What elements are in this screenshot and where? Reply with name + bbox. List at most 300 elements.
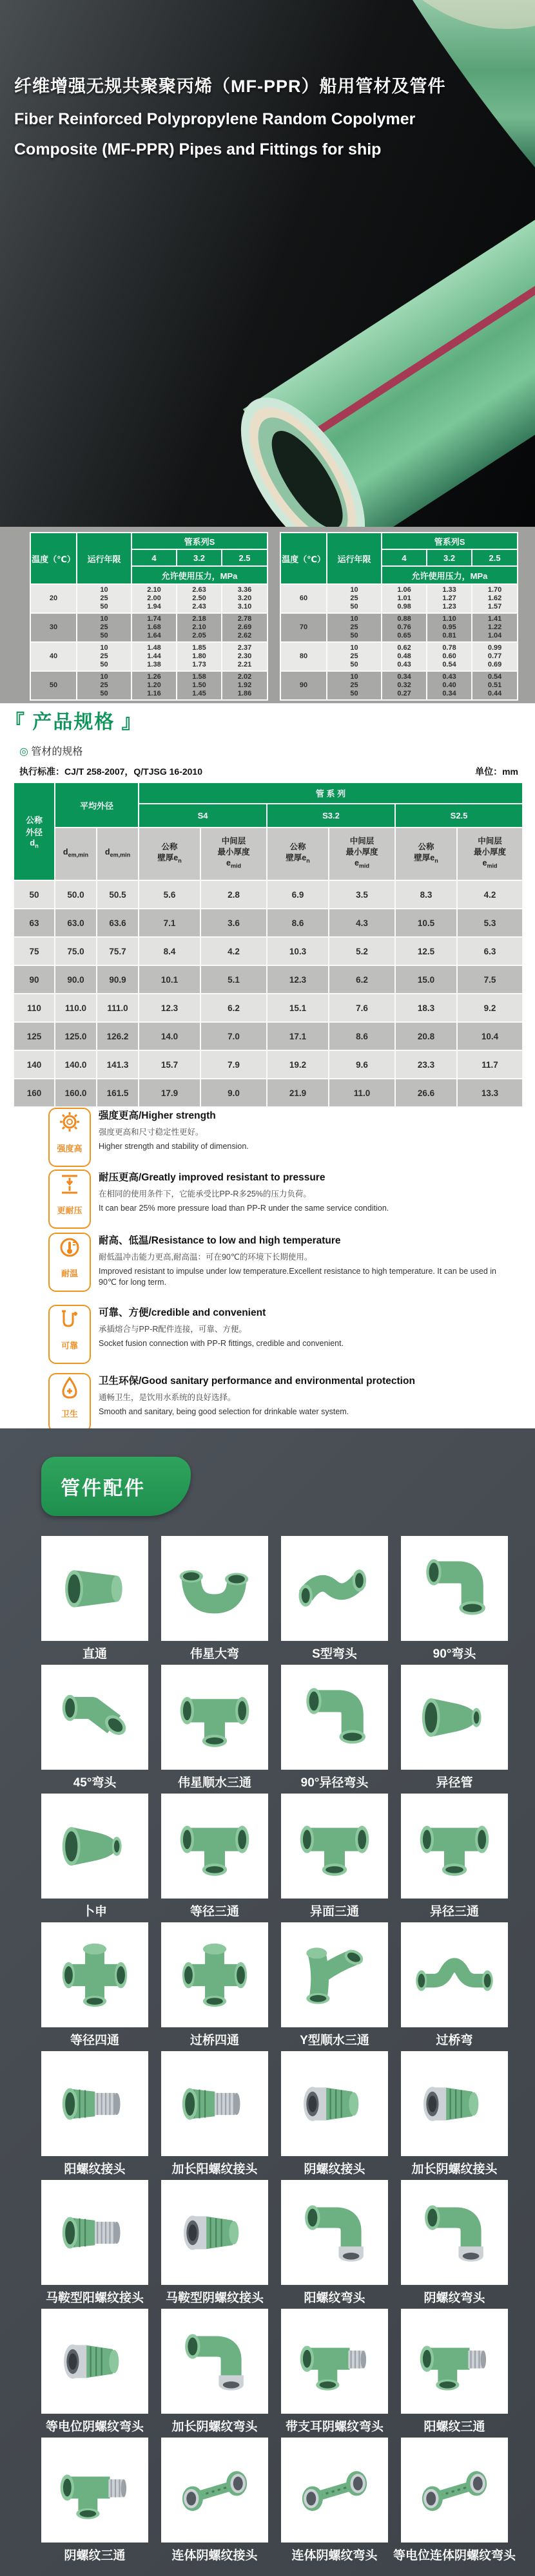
spec-cell: 10.1 <box>139 965 200 994</box>
fitting-label: 阴螺纹接头 <box>304 2163 365 2176</box>
cell-s25: 3.36 3.20 3.10 <box>222 584 268 613</box>
fitting-card <box>41 2309 148 2438</box>
fitting-photo <box>281 2180 388 2285</box>
tee-fitting-icon <box>413 1805 496 1888</box>
feature-item-temperature <box>48 1233 500 1288</box>
double-fitting-icon <box>293 2449 376 2532</box>
cell-years: 10 25 50 <box>327 613 382 642</box>
spec-cell: 125.0 <box>55 1022 97 1050</box>
cell-s4: 0.34 0.32 0.27 <box>382 671 427 700</box>
elbow90-fitting-icon <box>293 1676 376 1759</box>
feature-text-en: Smooth and sanitary, being good selection for drinkable water system. <box>99 1407 349 1416</box>
cell-s4: 2.10 2.00 1.94 <box>131 584 177 613</box>
spec-row <box>14 1022 523 1050</box>
spec-cell: 110.0 <box>55 994 97 1022</box>
fitting-photo <box>401 1794 508 1899</box>
fitting-label: 阴螺纹三通 <box>64 2549 126 2562</box>
spec-cell: 5.3 <box>457 909 523 937</box>
fitting-card <box>401 1536 508 1665</box>
col-header-s32: 3.2 <box>427 549 472 566</box>
cell-s25: 1.41 1.22 1.04 <box>472 613 518 642</box>
pressure-row <box>280 671 518 700</box>
fitting-card <box>161 2051 268 2180</box>
hero-banner <box>0 0 535 527</box>
reducer-fitting-icon <box>413 1676 496 1759</box>
feature-title: 卫生环保/Good sanitary performance and environmental protection <box>99 1376 415 1387</box>
feature-text-en: It can bear 25% more pressure load than PP-R under the same service condition. <box>99 1204 389 1213</box>
fitting-photo <box>161 2180 268 2285</box>
col-header-pressure: 允许使用压力，MPa <box>131 566 268 584</box>
fitting-photo <box>41 1665 148 1770</box>
spec-row <box>14 965 523 994</box>
spec-row <box>14 937 523 965</box>
fitting-photo <box>281 1665 388 1770</box>
fitting-card <box>281 2438 388 2566</box>
col-header-dn: 公称 外径 $d_n$ <box>14 782 55 880</box>
spec-cell: 26.6 <box>395 1079 457 1107</box>
fitting-label: 异径管 <box>436 1776 473 1790</box>
cell-s4: 1.48 1.44 1.38 <box>131 642 177 671</box>
fitting-label: 伟星大弯 <box>190 1647 239 1661</box>
spec-cell: 19.2 <box>267 1050 329 1079</box>
fitting-card <box>161 1536 268 1665</box>
spec-cell: 20.8 <box>395 1022 457 1050</box>
spec-cell: 50 <box>14 880 55 909</box>
fitting-card <box>281 1794 388 1922</box>
fitting-photo <box>401 2309 508 2414</box>
tee-fitting-icon <box>173 1805 256 1888</box>
cell-temp: 50 <box>30 671 77 700</box>
col-header-series-s32: S3.2 <box>267 804 395 828</box>
cell-s32: 1.10 0.95 0.81 <box>427 613 472 642</box>
spec-cell: 5.1 <box>200 965 267 994</box>
fittings-section <box>0 1428 535 2576</box>
spec-cell: 110 <box>14 994 55 1022</box>
fitting-photo <box>281 2438 388 2543</box>
spec-cell: 3.5 <box>329 880 395 909</box>
feature-text-en: Socket fusion connection with PP-R fittings, credible and convenient. <box>99 1339 344 1348</box>
fitting-photo <box>41 1922 148 2027</box>
fitting-photo <box>401 2051 508 2156</box>
col-header-series-group: 管系列S <box>131 533 268 549</box>
fitting-photo <box>41 2051 148 2156</box>
fitting-label: 伟星顺水三通 <box>177 1776 251 1790</box>
elbow90-fitting-icon <box>413 1548 496 1630</box>
spec-cell: 15.7 <box>139 1050 200 1079</box>
threadelbow-fitting-icon <box>173 2320 256 2403</box>
fitting-label: 阴螺纹弯头 <box>423 2291 485 2305</box>
spec-row <box>14 994 523 1022</box>
fitting-card <box>393 2438 516 2566</box>
threadtee-fitting-icon <box>54 2449 136 2532</box>
tee-fitting-icon <box>293 1805 376 1888</box>
spec-cell: 6.2 <box>200 994 267 1022</box>
bendlarge-fitting-icon <box>173 1548 256 1630</box>
cell-s4: 0.62 0.48 0.43 <box>382 642 427 671</box>
spec-cell: 5.6 <box>139 880 200 909</box>
coupling-fitting-icon <box>54 1548 136 1630</box>
feature-badge: 可靠 <box>61 1341 78 1350</box>
fitting-card <box>41 2051 148 2180</box>
fitting-card <box>401 2180 508 2309</box>
reliability-icon <box>48 1305 91 1364</box>
spec-cell: 3.6 <box>200 909 267 937</box>
spec-cell: 6.2 <box>329 965 395 994</box>
fitting-photo <box>281 2309 388 2414</box>
cell-s4: 0.88 0.76 0.65 <box>382 613 427 642</box>
spec-cell: 23.3 <box>395 1050 457 1079</box>
fitting-card <box>161 2180 268 2309</box>
cell-years: 10 25 50 <box>327 671 382 700</box>
fitting-photo <box>401 2438 508 2543</box>
cell-s25: 0.99 0.77 0.69 <box>472 642 518 671</box>
spec-row <box>14 1079 523 1107</box>
spec-cell: 50.0 <box>55 880 97 909</box>
spec-cell: 17.9 <box>139 1079 200 1107</box>
circle-bullet-icon: ◎ <box>19 746 32 757</box>
cell-s32: 1.33 1.27 1.23 <box>427 584 472 613</box>
cross-fitting-icon <box>173 1934 256 2016</box>
spec-cell: 6.9 <box>267 880 329 909</box>
threadtee-fitting-icon <box>413 2320 496 2403</box>
threadmale-fitting-icon <box>54 2192 136 2274</box>
col-header-s25: 2.5 <box>472 549 518 566</box>
spec-row <box>14 880 523 909</box>
spec-cell: 7.9 <box>200 1050 267 1079</box>
page-title-cn: 纤维增强无规共聚聚丙烯（MF-PPR）船用管材及管件 <box>14 77 446 96</box>
spec-cell: 13.3 <box>457 1079 523 1107</box>
col-header-temp: 温度（℃） <box>280 533 327 584</box>
fitting-card <box>281 2051 388 2180</box>
spec-cell: 4.3 <box>329 909 395 937</box>
spec-cell: 161.5 <box>97 1079 139 1107</box>
col-header-series-s4: S4 <box>139 804 267 828</box>
feature-badge: 更耐压 <box>57 1206 83 1215</box>
pressure-resistance-icon <box>48 1170 91 1229</box>
cell-temp: 70 <box>280 613 327 642</box>
feature-text-en: Improved resistant to impulse under low temperature.Excellent resistance to high temperature. It can be used in 90℃ for long term. <box>99 1267 496 1287</box>
fitting-label: 异径三通 <box>429 1905 479 1918</box>
page-title-en-line2: Composite (MF-PPR) Pipes and Fittings for ship <box>14 140 382 158</box>
fitting-card <box>281 1922 388 2051</box>
fitting-card <box>401 1794 508 1922</box>
feature-text-cn: 通畅卫生，是饮用水系统的良好选择。 <box>99 1393 236 1402</box>
spec-cell: 9.0 <box>200 1079 267 1107</box>
standard-label: 执行标准：CJ/T 258-2007，Q/TJSG 16-2010 <box>19 766 203 777</box>
reducer-fitting-icon <box>54 1805 136 1888</box>
elbow45-fitting-icon <box>54 1676 136 1759</box>
fitting-label: Y型顺水三通 <box>300 2034 369 2047</box>
col-subheader-wall-s25: 公称 壁厚$e_n$ <box>395 828 457 880</box>
spec-cell: 12.3 <box>139 994 200 1022</box>
spec-cell: 75.0 <box>55 937 97 965</box>
bridge-fitting-icon <box>413 1934 496 2016</box>
spec-cell: 140.0 <box>55 1050 97 1079</box>
fitting-label: 连体阴螺纹弯头 <box>291 2549 378 2562</box>
cell-s25: 2.37 2.30 2.21 <box>222 642 268 671</box>
spec-cell: 50.5 <box>97 880 139 909</box>
sbend-fitting-icon <box>293 1548 376 1630</box>
col-subheader-mid-s4: 中间层 最小厚度 $e_{mid}$ <box>200 828 267 880</box>
cell-s4: 1.74 1.68 1.64 <box>131 613 177 642</box>
spec-cell: 126.2 <box>97 1022 139 1050</box>
fitting-card <box>161 2438 268 2566</box>
fitting-card <box>41 1665 148 1794</box>
fitting-photo <box>41 2180 148 2285</box>
fitting-label: 带支耳阴螺纹弯头 <box>285 2420 384 2434</box>
fitting-photo <box>161 1536 268 1641</box>
fitting-label: 直通 <box>82 1647 107 1661</box>
cell-years: 10 25 50 <box>327 642 382 671</box>
fitting-label: 过桥弯 <box>436 2034 473 2047</box>
section-title: 『 产品规格 』 <box>5 712 142 733</box>
feature-item-pressure <box>48 1170 500 1214</box>
spec-cell: 15.1 <box>267 994 329 1022</box>
fitting-card <box>281 1536 388 1665</box>
spec-cell: 8.4 <box>139 937 200 965</box>
fitting-card <box>281 2180 388 2309</box>
spec-cell: 90.0 <box>55 965 97 994</box>
fitting-photo <box>281 2051 388 2156</box>
cell-s4: 1.06 1.01 0.98 <box>382 584 427 613</box>
pressure-row <box>280 642 518 671</box>
fitting-photo <box>41 1794 148 1899</box>
cell-s32: 0.78 0.60 0.54 <box>427 642 472 671</box>
fittings-grid <box>41 1536 516 2566</box>
fittings-tab-label: 管件配件 <box>61 1478 146 1499</box>
spec-cell: 111.0 <box>97 994 139 1022</box>
cell-years: 10 25 50 <box>77 584 131 613</box>
cell-s32: 1.85 1.80 1.73 <box>177 642 222 671</box>
fitting-label: 卜申 <box>82 1905 107 1918</box>
fitting-card <box>281 1665 388 1794</box>
spec-cell: 8.3 <box>395 880 457 909</box>
fitting-card <box>41 1794 148 1922</box>
sanitary-icon <box>48 1373 91 1432</box>
fitting-photo <box>401 1536 508 1641</box>
ytee-fitting-icon <box>293 1934 376 2016</box>
spec-cell: 8.6 <box>329 1022 395 1050</box>
fitting-photo <box>161 2051 268 2156</box>
fitting-photo <box>161 1665 268 1770</box>
fitting-card <box>41 2180 148 2309</box>
feature-badge: 强度高 <box>57 1144 83 1153</box>
cell-temp: 60 <box>280 584 327 613</box>
fitting-label: 90°弯头 <box>433 1647 476 1661</box>
pressure-row <box>30 613 268 642</box>
feature-text-cn: 耐低温冲击能力更高,耐高温：可在90℃的环境下长期使用。 <box>99 1253 313 1262</box>
threadelbow-fitting-icon <box>293 2192 376 2274</box>
spec-cell: 140 <box>14 1050 55 1079</box>
fitting-card <box>401 2309 508 2438</box>
fitting-photo <box>281 1922 388 2027</box>
col-header-s4: 4 <box>382 549 427 566</box>
spec-cell: 10.4 <box>457 1022 523 1050</box>
spec-cell: 160.0 <box>55 1079 97 1107</box>
spec-row <box>14 909 523 937</box>
fitting-label: 阳螺纹三通 <box>423 2420 485 2434</box>
col-header-s32: 3.2 <box>177 549 222 566</box>
fitting-photo <box>161 2309 268 2414</box>
cell-s25: 2.78 2.69 2.62 <box>222 613 268 642</box>
fitting-label: 等电位连体阴螺纹弯头 <box>393 2549 516 2562</box>
pressure-row <box>30 584 268 613</box>
spec-cell: 7.5 <box>457 965 523 994</box>
pressure-table-right <box>280 532 518 701</box>
spec-cell: 7.6 <box>329 994 395 1022</box>
fitting-label: 连体阴螺纹接头 <box>171 2549 258 2562</box>
spec-section <box>0 703 535 1428</box>
pressure-row <box>280 584 518 613</box>
fitting-card <box>41 1922 148 2051</box>
spec-cell: 63.0 <box>55 909 97 937</box>
col-subheader-dem-min-1: $d_{em,min}$ <box>55 828 97 880</box>
col-subheader-wall-s32: 公称 壁厚$e_n$ <box>267 828 329 880</box>
fitting-label: 加长阴螺纹弯头 <box>171 2420 258 2434</box>
spec-cell: 10.3 <box>267 937 329 965</box>
cell-years: 10 25 50 <box>77 613 131 642</box>
fitting-card <box>161 1794 268 1922</box>
pressure-row <box>280 613 518 642</box>
cell-s25: 0.54 0.51 0.44 <box>472 671 518 700</box>
spec-cell: 11.7 <box>457 1050 523 1079</box>
spec-cell: 21.9 <box>267 1079 329 1107</box>
fitting-photo <box>401 1665 508 1770</box>
col-subheader-mid-s25: 中间层 最小厚度 $e_{mid}$ <box>457 828 523 880</box>
spec-cell: 15.0 <box>395 965 457 994</box>
spec-cell: 11.0 <box>329 1079 395 1107</box>
fitting-card <box>41 2438 148 2566</box>
strength-icon <box>48 1108 91 1167</box>
fitting-label: 异面三通 <box>309 1905 359 1918</box>
fitting-label: 90°异径弯头 <box>300 1776 369 1790</box>
pressure-row <box>30 642 268 671</box>
feature-title: 耐高、低温/Resistance to low and high temperature <box>99 1235 341 1246</box>
spec-subtitle <box>19 743 83 758</box>
col-header-years: 运行年限 <box>77 533 131 584</box>
cell-s32: 2.63 2.50 2.43 <box>177 584 222 613</box>
feature-text-cn: 承插熔合与PP-R配件连接，可靠、方便。 <box>99 1325 247 1334</box>
fitting-label: S型弯头 <box>312 1647 357 1661</box>
fitting-photo <box>41 1536 148 1641</box>
spec-cell: 90 <box>14 965 55 994</box>
spec-cell: 5.2 <box>329 937 395 965</box>
col-header-pressure: 允许使用压力，MPa <box>382 566 518 584</box>
fitting-card <box>401 2051 508 2180</box>
col-header-s4: 4 <box>131 549 177 566</box>
feature-title: 强度更高/Higher strength <box>99 1110 216 1121</box>
col-header-avg-od: 平均外径 <box>55 782 139 828</box>
spec-cell: 12.5 <box>395 937 457 965</box>
col-header-series-s25: S2.5 <box>395 804 523 828</box>
col-subheader-wall-s4: 公称 壁厚$e_n$ <box>139 828 200 880</box>
cell-years: 10 25 50 <box>77 671 131 700</box>
spec-cell: 7.1 <box>139 909 200 937</box>
threadfemale-fitting-icon <box>54 2320 136 2403</box>
double-fitting-icon <box>173 2449 256 2532</box>
fitting-label: 等径三通 <box>190 1905 239 1918</box>
threadmale-fitting-icon <box>54 2063 136 2145</box>
feature-item-sanitary <box>48 1373 500 1417</box>
cell-s4: 1.26 1.20 1.16 <box>131 671 177 700</box>
cell-years: 10 25 50 <box>327 584 382 613</box>
fitting-card <box>161 2309 268 2438</box>
spec-cell: 63.6 <box>97 909 139 937</box>
cell-s25: 2.02 1.92 1.86 <box>222 671 268 700</box>
fitting-label: 阳螺纹接头 <box>64 2163 126 2176</box>
fittings-tab <box>41 1457 191 1516</box>
spec-cell: 75 <box>14 937 55 965</box>
cell-temp: 20 <box>30 584 77 613</box>
fitting-photo <box>281 1794 388 1899</box>
fitting-label: 45°弯头 <box>73 1776 117 1790</box>
spec-subtitle-text: 管材的规格 <box>31 746 83 757</box>
pressure-tables-band <box>0 527 535 703</box>
feature-title: 可靠、方便/credible and convenient <box>99 1307 266 1318</box>
feature-text-cn: 在相同的使用条件下，它能承受比PP-R多25%的压力负荷。 <box>99 1189 311 1198</box>
feature-text-cn: 强度更高和尺寸稳定性更好。 <box>99 1128 204 1137</box>
feature-item-reliable <box>48 1305 500 1349</box>
hero-titles <box>14 72 446 158</box>
threadmale-fitting-icon <box>173 2063 256 2145</box>
fitting-photo <box>161 1922 268 2027</box>
spec-cell: 18.3 <box>395 994 457 1022</box>
fitting-label: 过桥四通 <box>190 2034 239 2047</box>
spec-cell: 7.0 <box>200 1022 267 1050</box>
fitting-photo <box>41 2438 148 2543</box>
fitting-card <box>401 1922 508 2051</box>
spec-cell: 9.6 <box>329 1050 395 1079</box>
spec-cell: 4.2 <box>457 880 523 909</box>
cell-temp: 80 <box>280 642 327 671</box>
fitting-label: 加长阴螺纹接头 <box>411 2163 498 2176</box>
spec-row <box>14 1050 523 1079</box>
feature-badge: 卫生 <box>61 1409 78 1419</box>
spec-cell: 12.3 <box>267 965 329 994</box>
fitting-card <box>161 1922 268 2051</box>
fitting-card <box>401 1665 508 1794</box>
feature-badge: 耐温 <box>61 1269 78 1278</box>
tee-fitting-icon <box>173 1676 256 1759</box>
spec-cell: 90.9 <box>97 965 139 994</box>
fitting-label: 马鞍型阴螺纹接头 <box>165 2291 264 2305</box>
standard-row <box>19 765 518 778</box>
cross-fitting-icon <box>54 1934 136 2016</box>
cell-temp: 90 <box>280 671 327 700</box>
spec-cell: 6.3 <box>457 937 523 965</box>
spec-cell: 75.7 <box>97 937 139 965</box>
fitting-label: 马鞍型阳螺纹接头 <box>45 2291 144 2305</box>
fitting-photo <box>41 2309 148 2414</box>
cell-temp: 30 <box>30 613 77 642</box>
spec-cell: 2.8 <box>200 880 267 909</box>
feature-title: 耐压更高/Greatly improved resistant to pressure <box>99 1172 326 1183</box>
threadelbow-fitting-icon <box>413 2192 496 2274</box>
fitting-photo <box>161 2438 268 2543</box>
fitting-label: 等电位阴螺纹弯头 <box>45 2420 144 2434</box>
fitting-card <box>281 2309 388 2438</box>
spec-cell: 63 <box>14 909 55 937</box>
col-header-pipe-series: 管 系 列 <box>139 782 523 804</box>
pressure-row <box>30 671 268 700</box>
fitting-photo <box>401 1922 508 2027</box>
fitting-card <box>161 1665 268 1794</box>
fitting-label: 加长阳螺纹接头 <box>171 2163 258 2176</box>
col-header-years: 运行年限 <box>327 533 382 584</box>
fitting-photo <box>401 2180 508 2285</box>
col-header-temp: 温度（℃） <box>30 533 77 584</box>
page-title-en-line1: Fiber Reinforced Polypropylene Random Copolymer <box>14 110 416 128</box>
